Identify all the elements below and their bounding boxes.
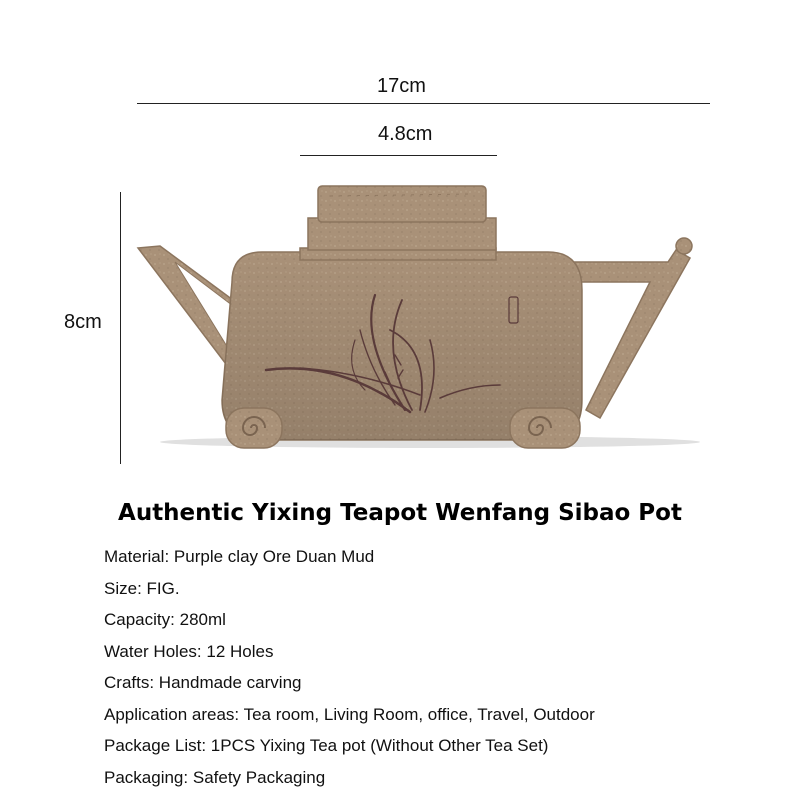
scroll-foot-right bbox=[510, 408, 580, 448]
spec-application-areas: Application areas: Tea room, Living Room, office, Travel, Outdoor bbox=[104, 704, 595, 724]
spec-packaging: Packaging: Safety Packaging bbox=[104, 767, 326, 787]
total-length-line bbox=[137, 103, 710, 104]
product-title: Authentic Yixing Teapot Wenfang Sibao Pot bbox=[118, 500, 682, 526]
handle-knob bbox=[676, 238, 692, 254]
spec-list bbox=[104, 541, 595, 793]
spec-size: Size: FIG. bbox=[104, 578, 180, 598]
spec-capacity: Capacity: 280ml bbox=[104, 610, 226, 629]
spec-package-list: Package List: 1PCS Yixing Tea pot (Without Other Tea Set) bbox=[104, 736, 549, 755]
spec-water-holes: Water Holes: 12 Holes bbox=[104, 641, 274, 661]
lid-middle bbox=[308, 218, 496, 250]
total-length-label: 17cm bbox=[377, 75, 426, 97]
lid-top bbox=[318, 186, 486, 222]
teapot-illustration bbox=[120, 170, 720, 480]
spec-crafts: Crafts: Handmade carving bbox=[104, 673, 302, 692]
height-label: 8cm bbox=[64, 311, 102, 333]
spec-material: Material: Purple clay Ore Duan Mud bbox=[104, 547, 375, 566]
scroll-foot-left bbox=[226, 408, 282, 448]
lid-width-line bbox=[300, 155, 497, 156]
lid-width-label: 4.8cm bbox=[378, 123, 433, 145]
